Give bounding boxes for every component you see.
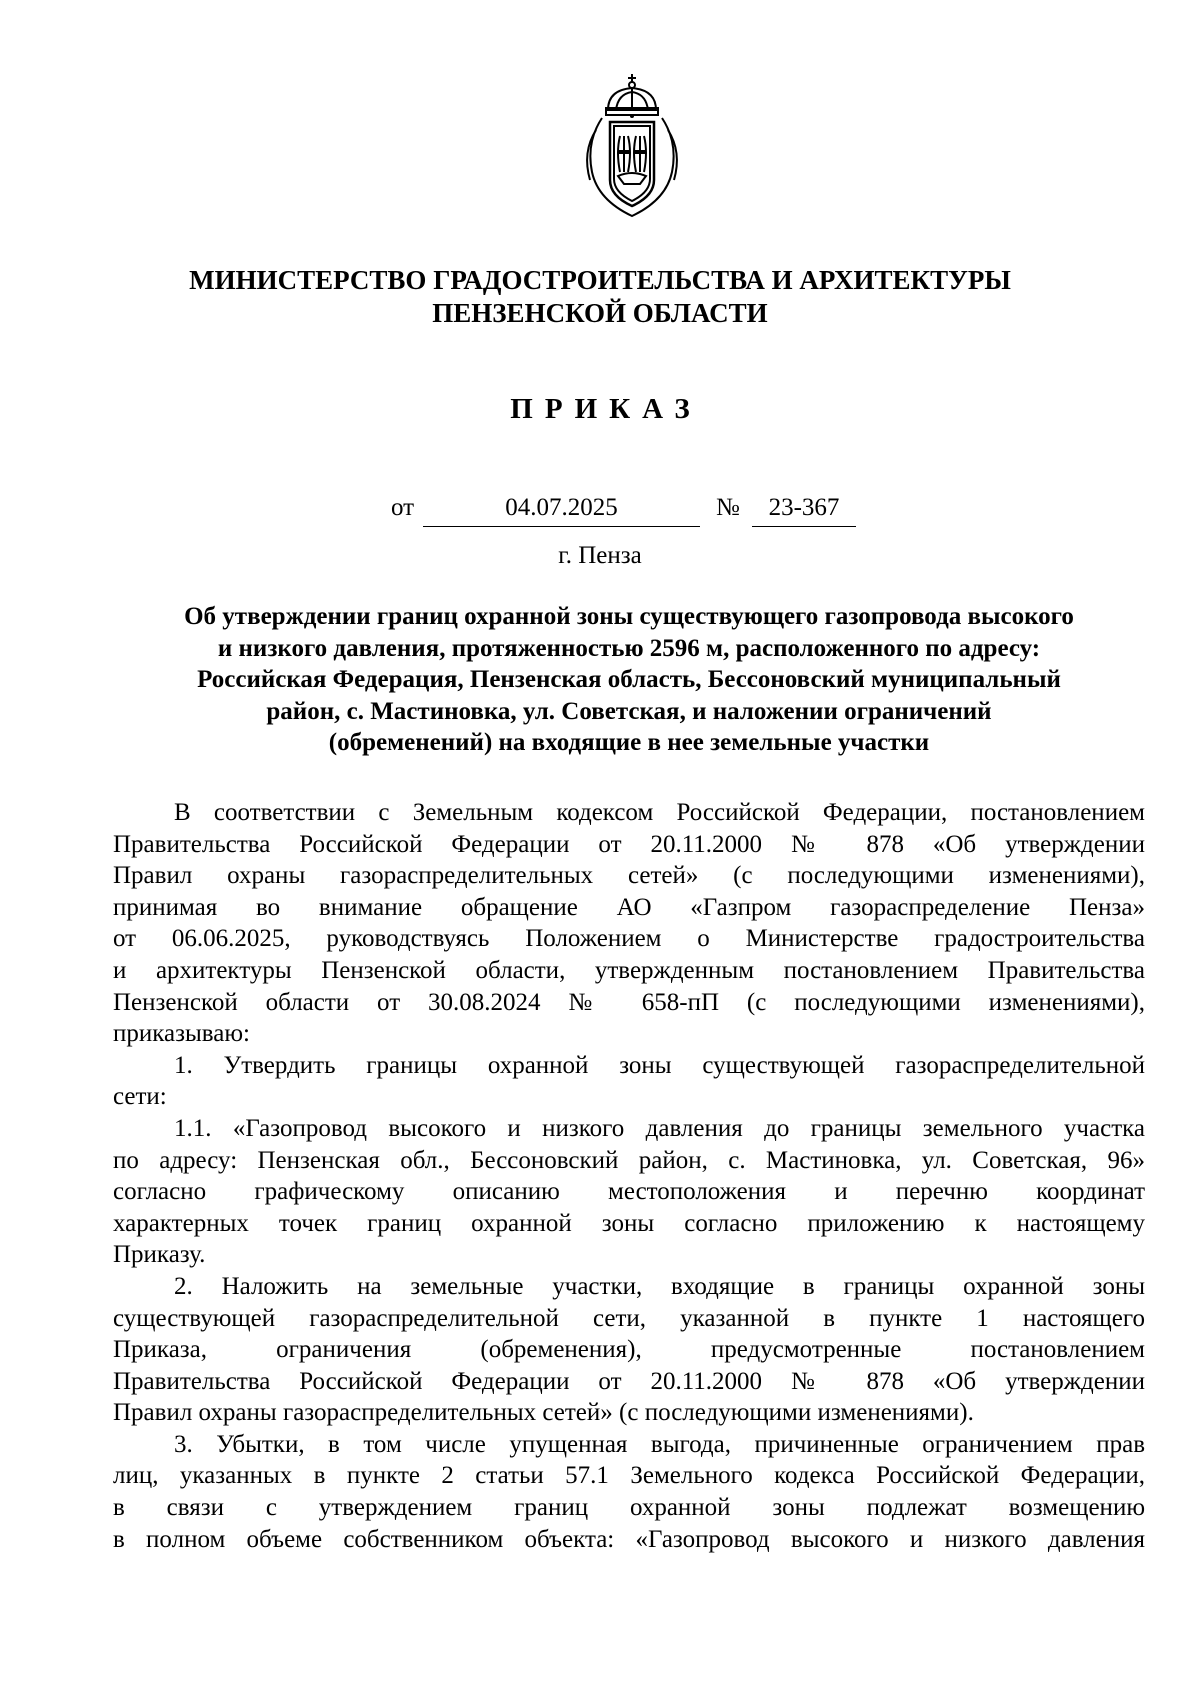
body-line: сети: — [113, 1083, 167, 1111]
date-underline — [423, 526, 700, 527]
body-line: Приказа, ограничения (обременения), предусмотренные постановлением — [113, 1336, 1145, 1364]
body-line: Приказу. — [113, 1241, 206, 1269]
date-label: от — [391, 494, 415, 521]
body-line: и архитектуры Пензенской области, утвержденным постановлением Правительства — [113, 956, 1145, 984]
body-line: характерных точек границ охранной зоны согласно приложению к настоящему — [113, 1209, 1145, 1237]
order-body — [113, 797, 1145, 1555]
subject-line: Об утверждении границ охранной зоны существующего газопровода высокого — [184, 603, 1074, 630]
subject-line: район, с. Мастиновка, ул. Советская, и наложении ограничений — [266, 697, 992, 725]
body-line: 3. Убытки, в том числе упущенная выгода, причиненные ограничением прав — [174, 1430, 1145, 1458]
body-line: существующей газораспределительной сети, указанной в пункте 1 настоящего — [113, 1304, 1145, 1332]
body-line: Пензенской области от 30.08.2024 № 658-пП (с последующими изменениями), — [113, 988, 1145, 1016]
body-line: в полном объеме собственником объекта: «Газопровод высокого и низкого давления — [113, 1525, 1145, 1553]
document-number: 23-367 — [768, 494, 840, 521]
date-number-line — [0, 494, 1200, 534]
ministry-name-line-2: ПЕНЗЕНСКОЙ ОБЛАСТИ — [432, 298, 768, 328]
subject-line: (обременений) на входящие в нее земельные участки — [328, 729, 930, 756]
subject-line: и низкого давления, протяженностью 2596 м, расположенного по адресу: — [217, 634, 1041, 662]
body-line: Правил охраны газораспределительных сетей» (с последующими изменениями), — [113, 862, 1145, 890]
body-line: 1.1. «Газопровод высокого и низкого давления до границы земельного участка — [174, 1114, 1145, 1142]
body-line: приказываю: — [113, 1020, 250, 1048]
ministry-name-line-1: МИНИСТЕРСТВО ГРАДОСТРОИТЕЛЬСТВА И АРХИТЕКТУРЫ — [189, 265, 1011, 295]
subject-line: Российская Федерация, Пензенская область, Бессоновский муниципальный — [197, 666, 1061, 693]
city-of-issue: г. Пенза — [558, 542, 642, 569]
body-line: 1. Утвердить границы охранной зоны существующей газораспределительной — [174, 1051, 1145, 1079]
body-line: Правительства Российской Федерации от 20.11.2000 № 878 «Об утверждении — [113, 1367, 1145, 1395]
body-line: принимая во внимание обращение АО «Газпром газораспределение Пенза» — [113, 893, 1145, 921]
body-line: Правил охраны газораспределительных сетей» (с последующими изменениями). — [113, 1399, 974, 1427]
number-label: № — [716, 494, 740, 521]
body-line: 2. Наложить на земельные участки, входящие в границы охранной зоны — [174, 1272, 1145, 1300]
body-line: в связи с утверждением границ охранной зоны подлежат возмещению — [113, 1494, 1145, 1522]
document-type-title: ПРИКАЗ — [510, 393, 702, 425]
body-line: по адресу: Пензенская обл., Бессоновский район, с. Мастиновка, ул. Советская, 96» — [113, 1146, 1145, 1174]
body-line: от 06.06.2025, руководствуясь Положением о Министерстве градостроительства — [113, 925, 1145, 953]
order-subject — [113, 601, 1145, 759]
body-line: лиц, указанных в пункте 2 статьи 57.1 Земельного кодекса Российской Федерации, — [113, 1462, 1145, 1490]
coat-of-arms-emblem — [572, 72, 692, 220]
body-line: В соответствии с Земельным кодексом Российской Федерации, постановлением — [174, 799, 1145, 826]
body-line: Правительства Российской Федерации от 20.11.2000 № 878 «Об утверждении — [113, 830, 1145, 858]
document-date: 04.07.2025 — [505, 494, 618, 521]
number-underline — [752, 526, 856, 527]
body-line: согласно графическому описанию местоположения и перечню координат — [113, 1178, 1145, 1206]
